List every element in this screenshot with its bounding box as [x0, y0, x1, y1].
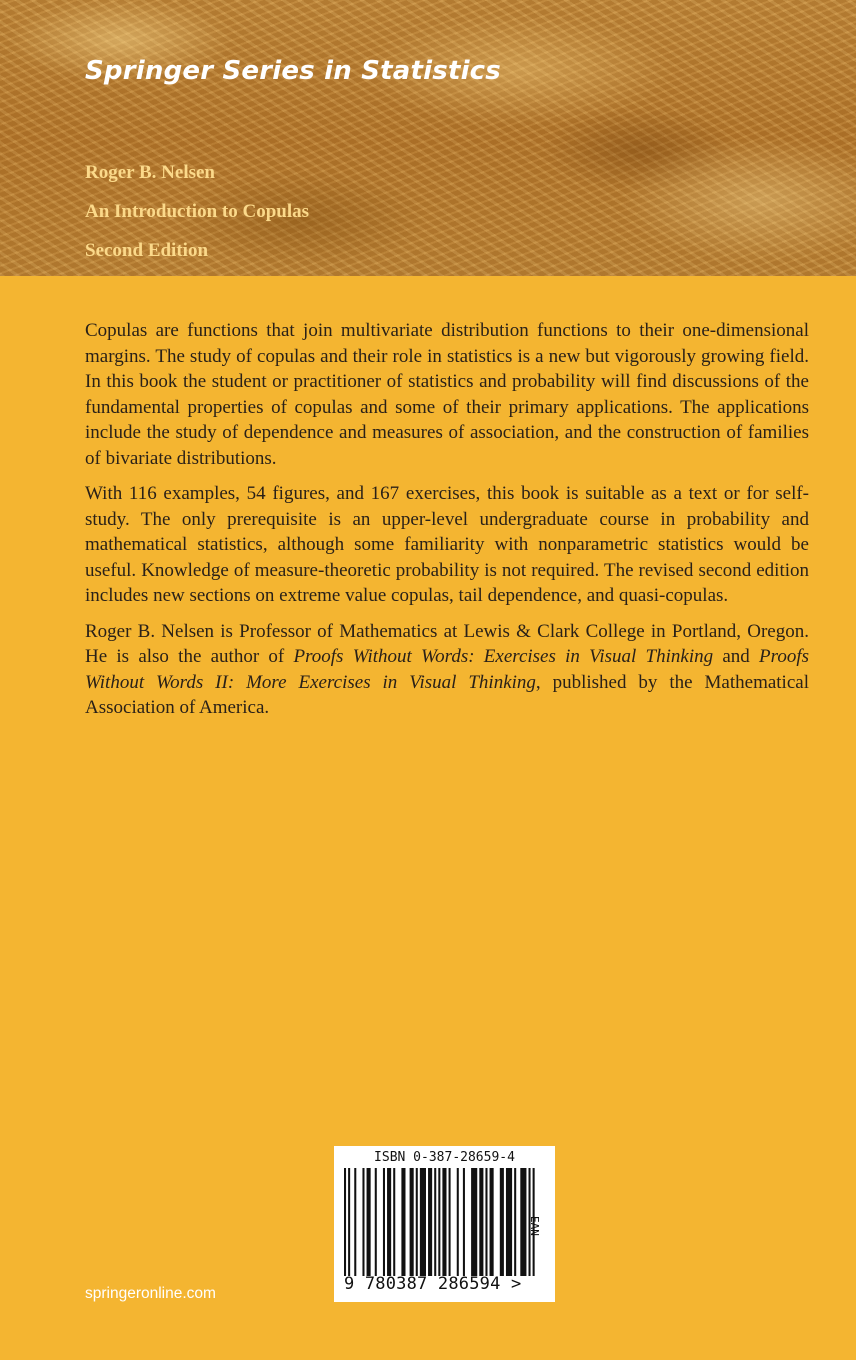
barcode-label — [334, 1146, 555, 1302]
barcode-bar — [500, 1168, 504, 1276]
barcode-bars — [342, 1168, 538, 1276]
barcode-bar — [457, 1168, 459, 1276]
barcode-bar — [428, 1168, 432, 1276]
barcode-bar — [420, 1168, 426, 1276]
barcode-bar — [367, 1168, 371, 1276]
blurb-paragraph-2: With 116 examples, 54 figures, and 167 exercises, this book is suitable as a text or for self-study. The only prerequisite is an upper-level undergraduate course in probability and mathematical statistics, although some familiarity with nonparametric statistics would be useful. Knowledge of measure-theoretic probability is not required. The revised second edition includes new sections on extreme value copulas, tail dependence, and quasi-copulas. — [85, 483, 809, 606]
ean-digits: 9 780387 286594 > — [344, 1274, 522, 1294]
bio-text-2: and — [713, 646, 760, 667]
website-link[interactable]: springeronline.com — [85, 1285, 216, 1302]
barcode-bar — [506, 1168, 512, 1276]
barcode-bar — [410, 1168, 414, 1276]
header-band — [0, 0, 856, 276]
barcode-bar — [485, 1168, 487, 1276]
barcode-bar — [463, 1168, 465, 1276]
isbn-text: ISBN 0-387-28659-4 — [374, 1150, 515, 1165]
barcode-bar — [387, 1168, 391, 1276]
barcode-bar — [449, 1168, 451, 1276]
bio-book-title-1: Proofs Without Words: Exercises in Visual Thinking — [293, 646, 714, 667]
book-title: An Introduction to Copulas — [85, 201, 310, 222]
series-title: Springer Series in Statistics — [85, 56, 501, 86]
barcode-bar — [434, 1168, 436, 1276]
barcode-bar — [362, 1168, 364, 1276]
barcode-bar — [375, 1168, 377, 1276]
barcode-bar — [438, 1168, 440, 1276]
bio-text-3: , published by the Mathematical Association of America. — [85, 671, 809, 718]
barcode-bar — [393, 1168, 395, 1276]
barcode-bar — [514, 1168, 516, 1276]
barcode-bar — [401, 1168, 405, 1276]
ean-label: EAN — [528, 1216, 541, 1236]
barcode-bar — [416, 1168, 418, 1276]
barcode-bar — [354, 1168, 356, 1276]
blurb-paragraph-1: Copulas are functions that join multivariate distribution functions to their one-dimensional margins. The study of copulas and their role in statistics is a new but vigorously growing field. In this book the student or practitioner of statistics and probability will find discussions of the fundamental properties of copulas and some of their primary applications. The applications include the study of dependence and measures of association, and the construction of families of bivariate distributions. — [85, 320, 809, 469]
barcode-bar — [442, 1168, 446, 1276]
bio-text-1: Roger B. Nelsen is Professor of Mathematics at Lewis & Clark College in Portland, Oregon. He is also the author of — [85, 620, 809, 667]
barcode-bar — [471, 1168, 477, 1276]
barcode-bar — [344, 1168, 346, 1276]
edition-label: Second Edition — [85, 240, 209, 261]
barcode-bar — [383, 1168, 385, 1276]
barcode-bar — [490, 1168, 494, 1276]
bio-book-title-2: Proofs Without Words II: More Exercises in Visual Thinking — [85, 646, 810, 693]
author-bio — [85, 619, 809, 721]
barcode-bar — [348, 1168, 350, 1276]
barcode-bar — [520, 1168, 526, 1276]
author-name: Roger B. Nelsen — [85, 162, 215, 183]
barcode-bar — [479, 1168, 483, 1276]
blurb — [85, 318, 809, 731]
